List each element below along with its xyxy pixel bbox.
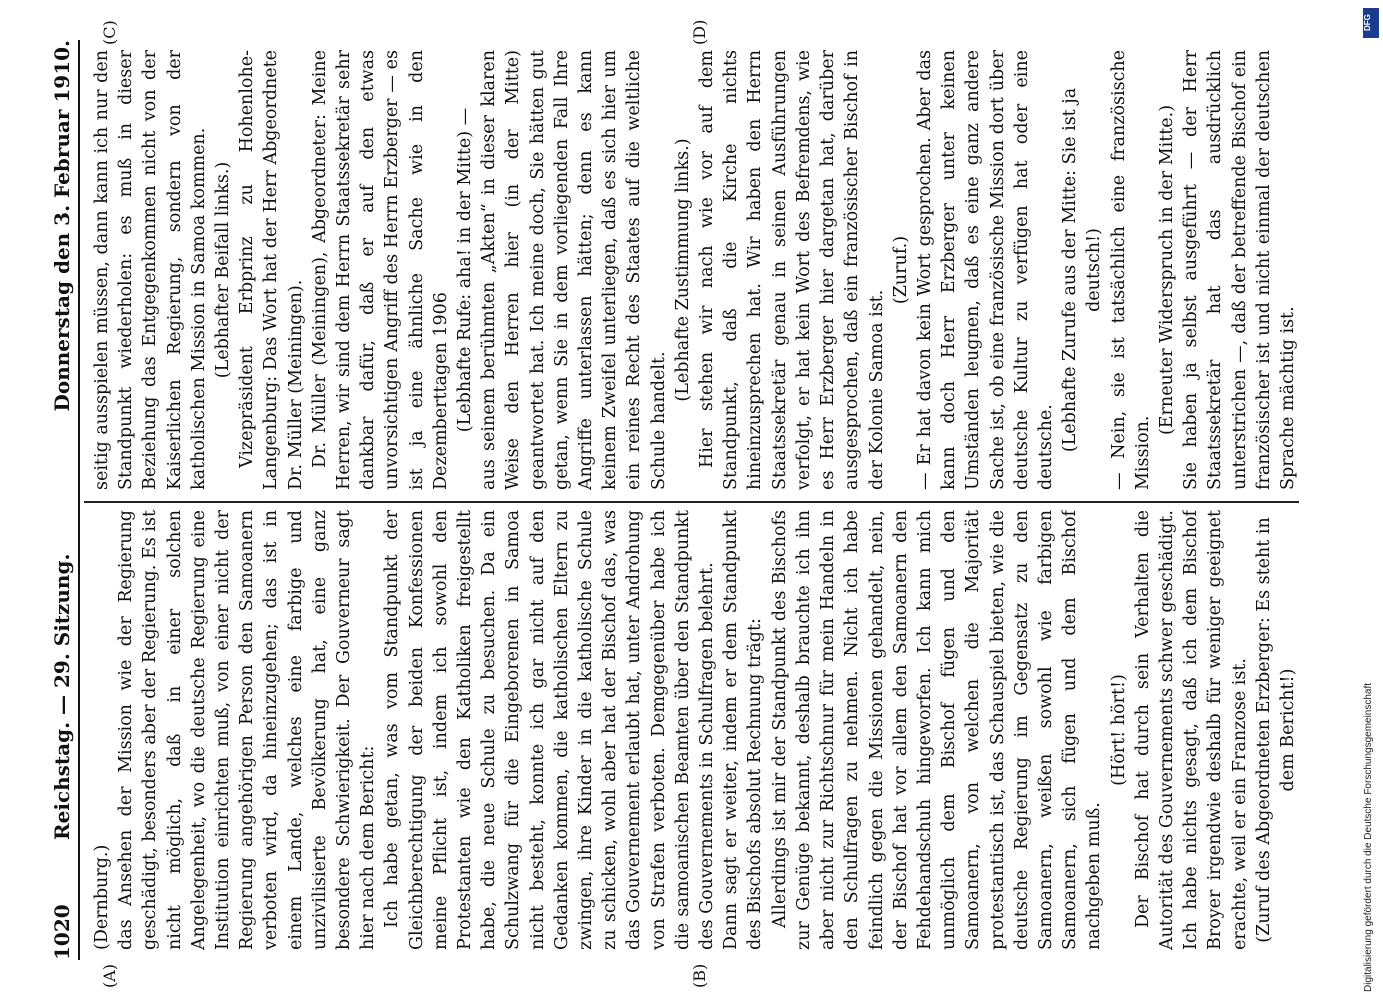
margin-marker-a: (A) (100, 963, 119, 988)
paragraph: (Lebhafte Rufe: aha! in der Mitte) — (455, 107, 476, 433)
session-title: Reichstag. — 29. Sitzung. (50, 553, 74, 840)
paragraph: (Erneuter Widerspruch in der Mitte.) (1156, 104, 1177, 436)
dfg-logo: DFG (1363, 8, 1379, 38)
margin-marker-b: (B) (690, 963, 709, 988)
page-header (48, 40, 80, 960)
paragraph: Ich habe getan, was vom Standpunkt der Gleichberechtigung der beiden Konfessionen meine Pflicht ist, indem ich sowohl den Protestanten wie den Katholiken freigestellt habe, die neue Schule zu besuchen. Da ein Schulzwang für die Eingeborenen in Samoa nicht besteht, konnte ich gar nicht auf den Gedanken kommen, die katholischen Eltern zu zwingen, ihre Kinder in die katholische Schule zu schicken, wohl aber hat der Bischof das, was das Gouvernement erlaubt hat, unter Androhung von Strafen verboten. Demgegenüber habe ich die samoanischen Beamten über den Standpunkt des Gouvernements in Schulfragen belehrt. (382, 510, 718, 950)
paragraph: das Ansehen der Mission wie der Regierung geschädigt, besonders aber der Regierung. Es ist nicht möglich, daß in einer solchen Angelegenheit, wo die deutsche Regierung eine Institution einrichten muß, von einer nicht der Regierung angehörigen Person den Samoanern verboten wird, da hineinzugehen; das ist in einem Lande, welches eine farbige und unzivilisierte Bevölkerung hat, eine ganz besondere Schwierigkeit. Der Gouverneur sagt hier nach dem Bericht: (116, 510, 379, 950)
paragraph: Der Bischof hat durch sein Verhalten die Autorität des Gouvernements schwer geschädigt. Ich habe nichts gesagt, daß ich dem Bischof Broyer irgendwie deshalb für weniger geeignet erachte, weil er ein Franzose ist. (1132, 510, 1250, 950)
paragraph: (Hört! hört!) (1108, 674, 1129, 786)
digitization-credit: Digitalisierung gefördert durch die Deutsche Forschungsgemeinschaft (1363, 682, 1374, 992)
paragraph: — Nein, sie ist tatsächlich eine französische Mission. (1108, 50, 1153, 490)
paragraph: (Lebhafte Zustimmung links.) (672, 138, 693, 402)
paragraph: (Lebhafter Beifall links.) (213, 161, 234, 379)
margin-marker-d: (D) (690, 19, 709, 45)
paragraph: Vizepräsident Erbprinz zu Hohenlohe-Langenburg: Das Wort hat der Herr Abgeordnete Dr. Müller (Meiningen). (237, 50, 306, 490)
right-text-column (90, 50, 1300, 490)
paragraph: Allerdings ist mir der Standpunkt des Bischofs zur Genüge bekannt, deshalb brauchte ich ihn aber nicht zur Richtschnur für mein Handeln in den Schulfragen zu nehmen. Nicht ich habe feindlich gegen die Missionen gehandelt, nein, der Bischof hat vor allem den Samoanern den Fehdehandschuh hingeworfen. Ich kann mich unmöglich dem Bischof fügen und den Samoanern, von welchen die Majorität protestantisch ist, das Schauspiel bieten, wie die deutsche Regierung im Gegensatz zu den Samoanern, weißen sowohl wie farbigen Samoanern, sich fügen und dem Bischof nachgeben muß. (769, 510, 1105, 950)
paragraph: (Zuruf des Abgeordneten Erzberger: Es steht in dem Bericht!) (1253, 517, 1298, 943)
paragraph: (Lebhafte Zurufe aus der Mitte: Sie ist ja deutsch!) (1060, 87, 1105, 453)
paragraph: (Zuruf.) (890, 235, 911, 305)
left-text-column (90, 510, 1300, 950)
page-number: 1020 (50, 904, 74, 960)
paragraph: — Er hat davon kein Wort gesprochen. Aber das kann doch Herr Erzberger unter keinen Umständen leugnen, daß es eine ganz andere Sache ist, ob eine französische Mission dort über deutsche Kultur zu verfügen hat oder eine deutsche. (914, 50, 1056, 490)
paragraph: (Dernburg.) (92, 844, 112, 950)
column-divider (84, 501, 1299, 503)
paragraph: seitig ausspielen müssen, dann kann ich nur den Standpunkt wiederholen: es muß in dieser Beziehung das Entgegenkommen nicht von der Kaiserlichen Regierung, sondern von der katholischen Mission in Samoa kommen. (92, 50, 209, 490)
margin-marker-c: (C) (100, 20, 119, 45)
paragraph: Sie haben ja selbst ausgeführt — der Herr Staatssekretär hat das ausdrücklich unterstrichen —, daß der betreffende Bischof ein französischer ist und nicht einmal der deutschen Sprache mächtig ist. (1181, 50, 1298, 490)
paragraph: Hier stehen wir nach wie vor auf dem Standpunkt, daß die Kirche nichts hineinzusprechen hat. Wir haben den Herrn Staatssekretär genau in seinen Ausführungen verfolgt, er hat kein Wort des Befremdens, wie es Herr Erzberger hier dargetan hat, darüber ausgesprochen, daß ein französischer Bischof in der Kolonie Samoa ist. (697, 50, 887, 490)
paragraph: aus seinem berühmten „Akten“ in dieser klaren Weise den Herren hier (in der Mitte) geantwortet hat. Ich meine doch, Sie hätten gut getan, wenn Sie in dem vorliegenden Fall Ihre Angriffe unterlassen hätten; denn es kann keinem Zweifel unterliegen, daß es sich hier um ein reines Recht des Staates auf die weltliche Schule handelt. (479, 50, 669, 490)
paragraph: Dann sagt er weiter, indem er dem Standpunkt des Bischofs absolut Rechnung trägt: (721, 510, 766, 950)
paragraph: Dr. Müller (Meiningen), Abgeordneter: Meine Herren, wir sind dem Herrn Staatssekretär sehr dankbar dafür, daß er auf den etwas unvorsichtigen Angriff des Herrn Erzberger — es ist ja eine ähnliche Sache wie in den Dezemberttagen 1906 (309, 50, 451, 490)
session-date: Donnerstag den 3. Februar 1910. (50, 40, 74, 412)
